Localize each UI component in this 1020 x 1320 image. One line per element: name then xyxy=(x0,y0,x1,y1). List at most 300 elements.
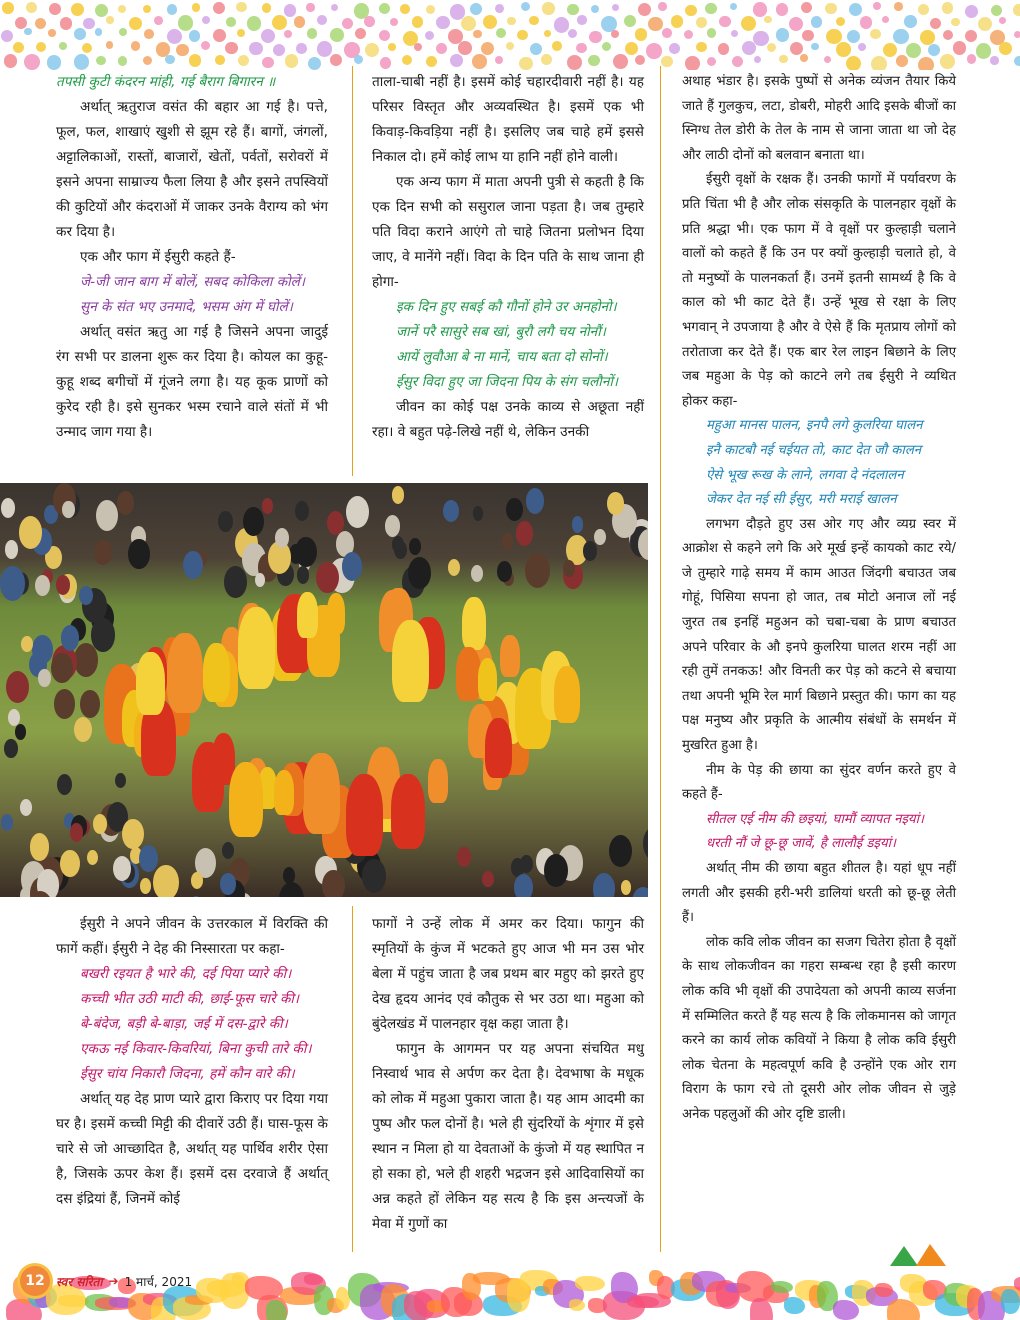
photo-crowd-figure xyxy=(94,540,112,565)
photo-dancer-figure xyxy=(203,643,230,702)
decor-dot xyxy=(481,42,494,55)
decor-dot xyxy=(189,30,200,41)
photo-crowd-figure xyxy=(516,521,534,546)
decor-dot xyxy=(661,56,672,67)
decor-dot xyxy=(36,42,46,52)
photo-dancer-figure xyxy=(485,718,512,778)
decor-dot xyxy=(860,16,872,28)
decor-dot xyxy=(1013,4,1020,15)
decor-dot xyxy=(662,28,672,38)
decor-dot xyxy=(801,2,812,13)
decor-dot xyxy=(284,4,296,16)
decor-dot xyxy=(47,55,61,69)
photo-crowd-figure xyxy=(544,854,567,887)
photo-crowd-figure xyxy=(122,819,144,850)
photo-crowd-figure xyxy=(70,823,83,841)
top-dot-pattern xyxy=(0,0,1020,70)
photo-crowd-figure xyxy=(607,492,623,515)
decor-dot xyxy=(247,16,261,30)
photo-crowd-figure xyxy=(62,501,75,519)
decor-dot xyxy=(436,16,450,30)
photo-crowd-figure xyxy=(520,855,533,873)
photo-crowd-figure xyxy=(297,566,309,583)
column-rule-4 xyxy=(352,906,353,1252)
decor-dot xyxy=(696,17,706,27)
decor-dot xyxy=(143,5,151,13)
decor-dot xyxy=(896,55,908,67)
decor-dot xyxy=(589,31,602,44)
decor-dot xyxy=(189,54,202,67)
decor-dot xyxy=(530,43,542,55)
paragraph: लगभग दौड़ते हुए उस ओर गए और व्यग्र स्वर में आक्रोश से कहने लगे कि अरे मूर्ख इन्हें कायको काट रये/जे तुम्हारे गाढ़े समय में काम आउत जिंदगी बचाउत जब गोहूं, पिसिया सपना हो जात, तब मोटो अनाज लों नई जुरत तब इनहिं महुअन को चबा-चबा के प्राण बचाउत अपने परिवार के औ इनपे कुलरिया घालत शरम नहीं आ रही तुमें तनकऊ! और विनती कर पेड़ को कटने से बचाया तथा अपनी भूमि रेल मार्ग बिछाने प्रस्तुत की। फाग का यह पक्ष मनुष्य और प्रकृति के आत्मीय संबंधों के समर्थन में मुखरित हुआ है। xyxy=(682,516,956,754)
photo-crowd-figure xyxy=(222,842,234,859)
decor-dot xyxy=(893,29,909,45)
decor-splash xyxy=(58,1295,89,1308)
photo-crowd-figure xyxy=(218,511,233,532)
photo-crowd-figure xyxy=(1,814,13,831)
photo-crowd-figure xyxy=(255,573,265,587)
photo-crowd-figure xyxy=(385,515,401,537)
decor-dot xyxy=(873,2,881,10)
arrow-right-icon: ➔ xyxy=(108,1274,119,1288)
decor-dot xyxy=(849,3,862,16)
decor-dot xyxy=(718,43,730,55)
decor-dot xyxy=(707,28,716,37)
decor-dot xyxy=(237,29,245,37)
decor-dot xyxy=(95,28,103,36)
decor-dot xyxy=(928,44,940,56)
decor-dot xyxy=(577,15,586,24)
decor-dot xyxy=(262,57,273,68)
photo-dancer-figure xyxy=(391,774,425,849)
decor-splash xyxy=(569,1299,585,1311)
photo-crowd-figure xyxy=(295,537,316,567)
decor-dot xyxy=(118,56,128,66)
photo-dancer-figure xyxy=(462,597,486,649)
photo-crowd-figure xyxy=(6,671,29,704)
festival-dance-photo xyxy=(0,483,648,897)
decor-splash xyxy=(304,1274,323,1285)
decor-dot xyxy=(472,54,486,68)
decor-dot xyxy=(354,55,363,64)
paragraph: ईसुरी वृक्षों के रक्षक हैं। उनकी फागों में पर्यावरण के प्रति चिंता भी है और लोक संसकृति के पालनहार वृक्षों के प्रति श्रद्धा भी। एक फाग में वे वृक्षों पर कुल्हाड़ी चलाने वालों को कहते हैं कि उन पर क्यों कुल्हाड़ी चलाते हो, वे तो मनुष्यों के पालनकर्ता हैं। उनमें इतनी सामर्थ्य है कि वे काल को भी काट देते हैं। उन्हें भूख से रक्षा के लिए भगवान् ने उपजाया है और वे ऐसे हैं कि मृतप्राय लोगों को तरोताजा कर देते हैं। एक बार रेल लाइन बिछाने के लिए जब महुआ के पेड़ को काटने लगे तब ईसुरी ने व्यथित होकर कहा- xyxy=(682,172,956,409)
decor-dot xyxy=(754,56,761,63)
photo-crowd-figure xyxy=(563,560,575,577)
decor-dot xyxy=(388,43,396,51)
decor-dot xyxy=(942,2,954,14)
photo-crowd-figure xyxy=(139,845,159,872)
photo-crowd-figure xyxy=(514,874,533,897)
photo-dancer-figure xyxy=(167,633,203,713)
column-1-bottom xyxy=(56,912,328,1212)
paragraph: फागों ने उन्हें लोक में अमर कर दिया। फागुन की स्मृतियों के कुंज में भटकते हुए आज भी मन उस भोर बेला में पहुंच जाता है जब प्रथम बार महुए को झरते हुए देख हृदय आनंद एवं कौतुक से भर उठा था। महुआ को बुंदेलखंड में पालनहार वृक्ष कहा जाता है। xyxy=(372,916,644,1032)
decor-dot xyxy=(646,43,662,59)
decor-dot xyxy=(35,18,46,29)
photo-crowd-figure xyxy=(191,896,201,897)
decor-dot xyxy=(213,2,225,14)
decor-dot xyxy=(824,56,831,63)
photo-crowd-figure xyxy=(316,562,339,594)
decor-dot xyxy=(612,4,619,11)
decor-dot xyxy=(71,3,84,16)
decor-dot xyxy=(379,3,390,14)
decor-dot xyxy=(789,17,803,31)
photo-dancer-figure xyxy=(274,770,294,815)
decor-dot xyxy=(317,15,327,25)
decor-dot xyxy=(238,55,249,66)
verse-line: महुआ मानस पालन, इनपै लगे कुलरिया घालन xyxy=(706,418,923,434)
decor-dot xyxy=(273,44,285,56)
photo-dancer-figure xyxy=(238,607,275,689)
photo-crowd-figure xyxy=(54,689,76,719)
decor-dot xyxy=(400,4,409,13)
photo-dancer-figure xyxy=(297,592,318,638)
decor-dot xyxy=(541,54,552,65)
photo-crowd-figure xyxy=(643,826,648,860)
photo-crowd-figure xyxy=(632,887,648,897)
decor-dot xyxy=(753,31,769,47)
decor-dot xyxy=(894,2,903,11)
decor-dot xyxy=(426,56,437,67)
decor-dot xyxy=(24,28,31,35)
decor-dot xyxy=(611,30,619,38)
decor-dot xyxy=(602,42,611,51)
decor-dot xyxy=(648,17,662,31)
paragraph: ताला-चाबी नहीं है। इसमें कोई चहारदीवारी नहीं है। यह परिसर विस्तृत और अव्यवस्थित है। इसमें एक भी किवाड़-किवड़िया नहीं है। इसलिए जब चाहे हमें इससे निकाल दो। हमें कोई लाभ या हानि नहीं होने वाली। xyxy=(372,74,644,165)
photo-crowd-figure xyxy=(594,529,606,546)
decor-dot xyxy=(613,54,628,69)
photo-crowd-figure xyxy=(275,528,289,548)
photo-crowd-figure xyxy=(394,541,407,559)
column-1-top xyxy=(56,70,328,445)
decor-dot xyxy=(215,55,224,64)
verse-line: इनै काटबौ नई चईयत तो, काट देत जौ कालन xyxy=(706,442,922,458)
verse-line: तपसी कुटी कंदरन मांही, गई बैराग बिगारन ॥ xyxy=(56,74,276,90)
decor-dot xyxy=(96,56,106,66)
decor-dot xyxy=(836,42,851,57)
photo-crowd-figure xyxy=(295,501,309,521)
photo-crowd-figure xyxy=(593,873,616,897)
decor-dot xyxy=(904,15,917,28)
verse-line: बखरी रइयत है भारे की, दई पिया प्यारे की। xyxy=(80,966,292,982)
decor-splash xyxy=(575,1276,605,1291)
decor-dot xyxy=(307,28,318,39)
decor-dot xyxy=(129,17,142,30)
decor-dot xyxy=(658,2,667,11)
decor-dot xyxy=(48,29,56,37)
decor-dot xyxy=(753,2,767,16)
decor-dot xyxy=(412,16,424,28)
decor-dot xyxy=(588,55,599,66)
paragraph: अर्थात् यह देह प्राण प्यारे द्वारा किराए पर दिया गया घर है। इसमें कच्ची मिट्टी की दीवारें उठी हैं। घास-फूस के चारे से जो आच्छादित है, अर्थात् यह पार्थिव शरीर ऐसा है, जिसके ऊपर केश हैं। इसमें दस दरवाजे हैं अर्थात् दस इंद्रियां हैं, जिनमें कोई xyxy=(56,1091,328,1207)
decor-dot xyxy=(294,16,305,27)
decor-dot xyxy=(990,56,999,65)
decor-dot xyxy=(776,3,789,16)
decor-dot xyxy=(106,16,113,23)
decor-dot xyxy=(1,30,13,42)
decor-dot xyxy=(719,16,730,27)
photo-dancer-figure xyxy=(478,658,498,702)
photo-crowd-figure xyxy=(0,566,25,601)
decor-dot xyxy=(213,29,226,42)
decor-splash xyxy=(1001,1289,1020,1313)
issue-date: 1 मार्च, 2021 xyxy=(124,1274,193,1289)
verse-line: आयें लुवौआ बे ना मानें, चाय बता दो सोनों। xyxy=(396,349,608,365)
decor-dot xyxy=(262,3,271,12)
decor-dot xyxy=(519,57,533,70)
decor-dot xyxy=(306,3,314,11)
decor-dot xyxy=(883,43,897,57)
paragraph: नीम के पेड़ की छाया का सुंदर वर्णन करते हुए वे कहते हैं- xyxy=(682,762,956,803)
photo-crowd-figure xyxy=(61,625,80,651)
decor-dot xyxy=(118,5,127,14)
decor-dot xyxy=(776,28,789,41)
decor-dot xyxy=(380,57,392,69)
decor-dot xyxy=(49,3,61,15)
decor-dot xyxy=(425,31,435,41)
photo-crowd-figure xyxy=(526,488,544,514)
column-rule-1 xyxy=(352,66,353,476)
photo-crowd-figure xyxy=(471,565,483,582)
decor-dot xyxy=(330,28,344,42)
decor-dot xyxy=(154,16,163,25)
decor-dot xyxy=(732,56,743,67)
column-rule-5 xyxy=(660,906,661,1252)
decor-dot xyxy=(249,42,262,55)
decor-dot xyxy=(495,4,504,13)
decor-dot xyxy=(461,16,476,31)
decor-dot xyxy=(696,42,707,53)
decor-dot xyxy=(192,3,201,12)
photo-crowd-figure xyxy=(342,552,362,581)
decor-dot xyxy=(364,16,375,27)
decor-dot xyxy=(591,5,599,13)
photo-crowd-figure xyxy=(525,553,550,588)
decor-splash xyxy=(875,1283,893,1297)
decor-dot xyxy=(517,30,527,40)
decor-dot xyxy=(2,2,13,13)
decor-dot xyxy=(1014,56,1020,66)
decor-dot xyxy=(542,2,554,14)
decor-dot xyxy=(671,15,683,27)
decor-splash xyxy=(784,1297,805,1314)
decor-dot xyxy=(1014,31,1020,38)
decor-dot xyxy=(930,18,941,29)
photo-crowd-figure xyxy=(243,507,264,537)
verse-line: जानें परै सासुरे सब खां, बुरौ लगै चय नोनौं। xyxy=(396,324,606,340)
photo-crowd-figure xyxy=(4,739,17,758)
decor-dot xyxy=(506,42,514,50)
decor-dot xyxy=(59,42,67,50)
decor-dot xyxy=(436,43,447,54)
decor-dot xyxy=(999,17,1006,24)
decor-dot xyxy=(521,2,530,11)
photo-dancer-figure xyxy=(428,759,448,802)
decor-dot xyxy=(74,28,86,40)
decor-dot xyxy=(825,3,836,14)
photo-crowd-figure xyxy=(21,636,32,652)
decor-dot xyxy=(951,18,960,27)
verse-line: जे-जी जान बाग में बोलें, सबद कोकिला कोलें। xyxy=(80,274,306,290)
decor-dot xyxy=(741,16,756,31)
verse-line: सीतल एई नीम की छइयां, घामौं व्यापत नइयां। xyxy=(706,811,924,827)
photo-crowd-figure xyxy=(56,575,70,595)
decor-dot xyxy=(144,29,154,39)
photo-crowd-figure xyxy=(91,618,115,651)
column-2-top xyxy=(372,70,644,445)
decor-dot xyxy=(24,54,40,70)
decor-dot xyxy=(284,30,292,38)
decor-dot xyxy=(450,54,463,67)
paragraph: जीवन का कोई पक्ष उनके काव्य से अछूता नहीं रहा। वे बहुत पढ़े-लिखे नहीं थे, लेकिन उनकी xyxy=(372,399,644,440)
photo-crowd-figure xyxy=(87,850,98,865)
photo-crowd-figure xyxy=(502,533,514,550)
paragraph: अर्थात् नीम की छाया बहुत शीतल है। यहां धूप नहीं लगती और इसकी हरी-भरी डालियां धरती को छू-छू लेती हैं। xyxy=(682,861,956,926)
decor-dot xyxy=(730,3,738,11)
magazine-name: स्वर सरिता xyxy=(56,1274,103,1289)
photo-crowd-figure xyxy=(74,717,92,742)
verse-line: ऐसे भूख रूख के लाने, लगवा दे नंदलालन xyxy=(706,467,904,483)
decor-dot xyxy=(836,17,845,26)
decor-dot xyxy=(943,30,953,40)
decor-dot xyxy=(495,56,503,64)
photo-crowd-figure xyxy=(392,486,405,504)
decor-dot xyxy=(167,29,182,44)
column-2-bottom xyxy=(372,912,644,1237)
photo-crowd-figure xyxy=(457,847,471,867)
photo-dancer-figure xyxy=(346,774,383,856)
decor-dot xyxy=(685,5,697,17)
decor-dot xyxy=(178,15,194,31)
decor-dot xyxy=(331,4,338,11)
photo-dancer-figure xyxy=(136,652,165,715)
photo-crowd-figure xyxy=(362,859,386,893)
photo-crowd-figure xyxy=(346,496,369,528)
decor-dot xyxy=(978,17,993,32)
decor-dot xyxy=(811,16,822,27)
photo-crowd-figure xyxy=(115,773,126,788)
decor-dot xyxy=(83,18,95,30)
photo-dancer-figure xyxy=(192,742,224,812)
photo-crowd-figure xyxy=(5,540,19,559)
decor-dot xyxy=(106,41,114,49)
decor-dot xyxy=(800,54,808,62)
decor-dot xyxy=(308,57,321,70)
photo-dancer-figure xyxy=(229,762,263,837)
photo-crowd-figure xyxy=(183,551,203,579)
decor-dot xyxy=(635,55,645,65)
decor-dot xyxy=(507,17,515,25)
paragraph: एक अन्य फाग में माता अपनी पुत्री से कहती है कि एक दिन सभी को ससुराल जाना पड़ता है। जब तुम्हारे पति विदा कराने आएंगे तो चाहे जितना प्रलोभन दिया जाए, वे मानेंगे नहीं। विदा के दिन पति के साथ जाना ही होगा- xyxy=(372,174,644,290)
decor-dot xyxy=(779,55,788,64)
paragraph: ईसुरी ने अपने जीवन के उत्तरकाल में विरक्ति की फागें कहीं। ईसुरी ने देह की निस्सारता पर कहा- xyxy=(56,916,328,957)
decor-dot xyxy=(296,43,307,54)
photo-crowd-figure xyxy=(224,566,247,598)
decor-dot xyxy=(60,17,73,30)
photo-crowd-figure xyxy=(583,541,597,560)
decor-dot xyxy=(342,18,353,29)
decor-dot xyxy=(167,4,178,15)
decor-dot xyxy=(473,30,482,39)
decor-dot xyxy=(635,28,648,41)
decor-dot xyxy=(261,29,275,43)
decor-dot xyxy=(731,30,738,37)
photo-crowd-figure xyxy=(609,835,632,867)
verse-line: सुन के संत भए उनमादे, भसम अंग में घोलें। xyxy=(80,299,293,315)
decor-dot xyxy=(552,41,562,51)
decor-dot xyxy=(4,54,18,68)
decor-dot xyxy=(13,42,24,53)
decor-dot xyxy=(272,15,287,30)
decor-dot xyxy=(554,17,569,32)
decor-dot xyxy=(355,28,366,39)
decor-dot xyxy=(858,43,866,51)
verse-line: इक दिन हुए सबई कौ गौनों होने उर अनहोनो। xyxy=(396,299,617,315)
decor-dot xyxy=(365,43,379,57)
decor-dot xyxy=(764,16,771,23)
decor-dot xyxy=(940,54,955,69)
photo-crowd-figure xyxy=(96,500,118,531)
decor-dot xyxy=(965,5,978,18)
decor-dot xyxy=(483,15,497,29)
decor-dot xyxy=(705,3,716,14)
photo-crowd-figure xyxy=(322,870,344,897)
photo-crowd-figure xyxy=(279,882,305,897)
photo-crowd-figure xyxy=(191,872,203,889)
column-rule-2 xyxy=(660,66,661,476)
decor-dot xyxy=(684,30,693,39)
photo-dancer-figure xyxy=(500,635,519,677)
photo-crowd-figure xyxy=(572,516,584,532)
photo-crowd-figure xyxy=(153,865,178,897)
decor-dot xyxy=(624,15,636,27)
decor-dot xyxy=(131,41,141,51)
page-footer xyxy=(20,1268,192,1294)
photo-crowd-figure xyxy=(220,873,235,895)
decor-dot xyxy=(882,16,889,23)
decor-dot xyxy=(999,42,1012,55)
photo-crowd-figure xyxy=(38,669,50,686)
paragraph: एक और फाग में ईसुरी कहते हैं- xyxy=(80,249,236,265)
verse-line: बे-बंदेज, बड़ी बे-बाड़ा, जई में दस-द्वारे की। xyxy=(80,1016,288,1032)
decor-dot xyxy=(496,28,506,38)
decor-dot xyxy=(669,43,680,54)
decor-dot xyxy=(330,54,342,66)
photo-crowd-figure xyxy=(117,491,134,515)
decor-dot xyxy=(317,41,333,57)
paragraph: अथाह भंडार है। इसके पुष्पों से अनेक व्यंजन तैयार किये जाते हैं गुलकुच, लटा, डोबरी, मोहरी आदि इसके बीजों का स्निग्ध तेल डोरी के तेल के नाम से जाना जाता था जो देह और लाठी दोनों को बलवान बनाता था। xyxy=(682,74,956,163)
decor-dot xyxy=(74,54,90,70)
decor-dot xyxy=(953,41,966,54)
column-3 xyxy=(682,70,956,1128)
decor-dot xyxy=(767,43,776,52)
decor-dot xyxy=(567,55,582,70)
decor-dot xyxy=(202,16,211,25)
decor-dot xyxy=(918,57,934,70)
decor-dot xyxy=(119,28,127,36)
photo-crowd-figure xyxy=(79,586,93,605)
verse-line: धरती नौं जे छू-छू जावें, है लालौई डइयां। xyxy=(706,836,897,852)
photo-crowd-figure xyxy=(408,557,431,589)
decor-dot xyxy=(458,41,472,55)
photo-crowd-figure xyxy=(448,559,460,576)
photo-crowd-figure xyxy=(30,833,50,861)
decor-dot xyxy=(906,43,921,58)
photo-crowd-figure xyxy=(1,498,15,518)
decor-dot xyxy=(402,55,413,66)
photo-dancer-figure xyxy=(303,753,340,834)
photo-crowd-figure xyxy=(60,850,80,878)
